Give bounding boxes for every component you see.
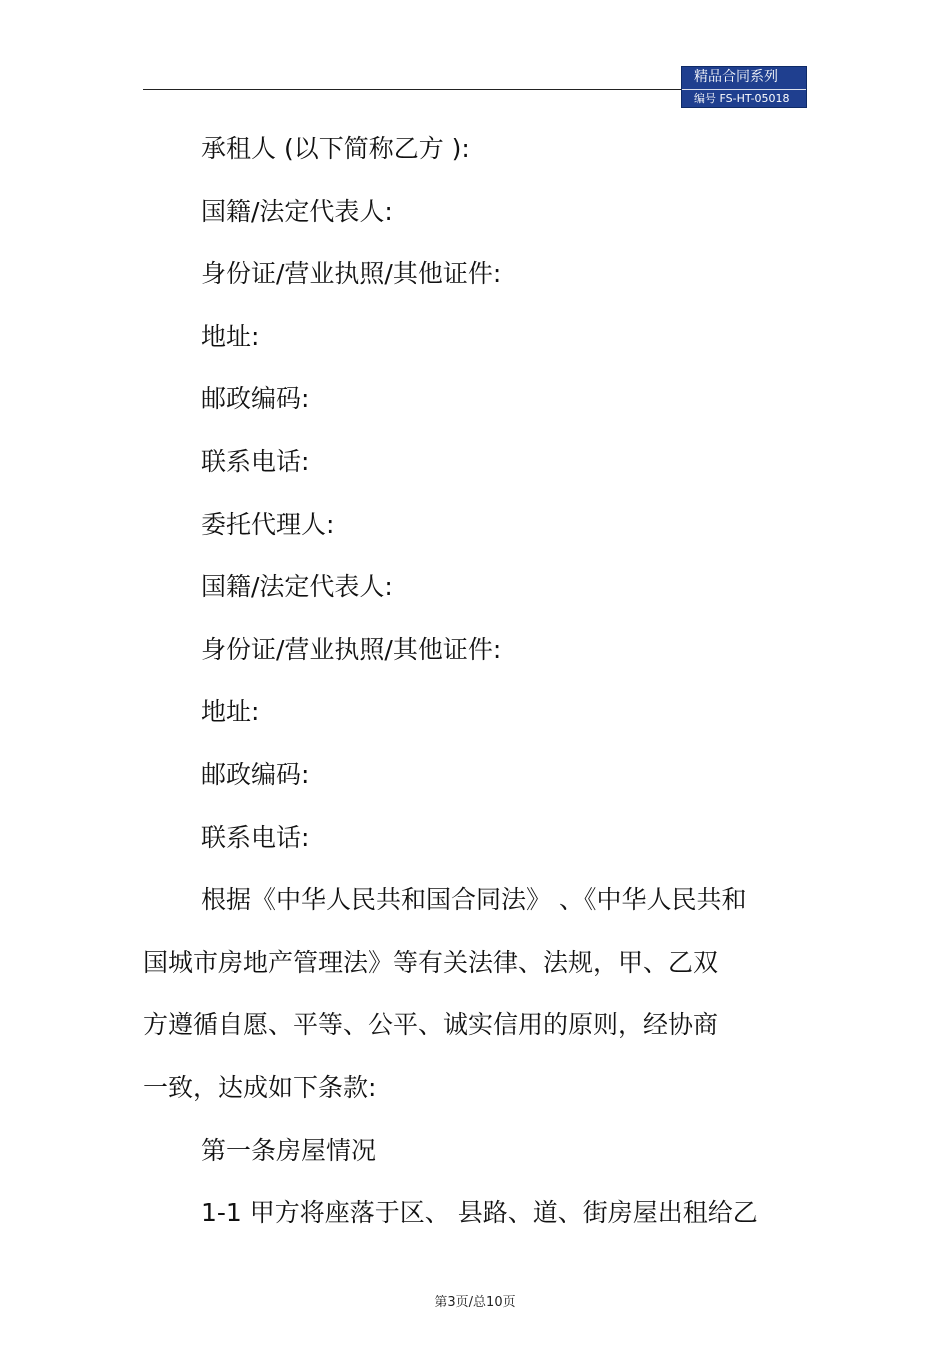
agent-field-id-document: 身份证/营业执照/其他证件: xyxy=(201,634,502,664)
preamble-line-2: 国城市房地产管理法》等有关法律、法规，甲、乙双 xyxy=(143,947,719,977)
preamble-line-3: 方遵循自愿、平等、公平、诚实信用的原则，经协商 xyxy=(143,1010,719,1040)
series-title: 精品合同系列 xyxy=(694,69,778,85)
field-nationality: 国籍/法定代表人: xyxy=(201,196,393,226)
document-code: 编号 FS-HT-05018 xyxy=(694,92,790,105)
clause-1-1: 1-1 甲方将座落于区、 县路、道、街房屋出租给乙 xyxy=(201,1198,758,1228)
agent-field-nationality: 国籍/法定代表人: xyxy=(201,572,393,602)
lessee-heading: 承租人 (以下简称乙方 ): xyxy=(201,134,470,163)
agent-field-address: 地址: xyxy=(201,697,260,727)
field-phone: 联系电话: xyxy=(201,446,310,476)
page-number: 第3页/总10页 xyxy=(434,1295,516,1310)
agent-heading: 委托代理人: xyxy=(201,509,335,539)
series-badge xyxy=(681,66,807,108)
field-address: 地址: xyxy=(201,321,260,351)
preamble-line-1: 根据《中华人民共和国合同法》 、《中华人民共和 xyxy=(201,885,747,915)
agent-field-phone: 联系电话: xyxy=(201,822,310,852)
header-rule xyxy=(143,89,682,90)
preamble-line-4: 一致，达成如下条款: xyxy=(143,1072,377,1102)
document-body xyxy=(143,118,803,1245)
field-postcode: 邮政编码: xyxy=(201,384,310,414)
article-1-heading: 第一条房屋情况 xyxy=(201,1135,377,1165)
badge-divider xyxy=(682,89,806,90)
field-id-document: 身份证/营业执照/其他证件: xyxy=(201,259,502,289)
agent-field-postcode: 邮政编码: xyxy=(201,759,310,789)
